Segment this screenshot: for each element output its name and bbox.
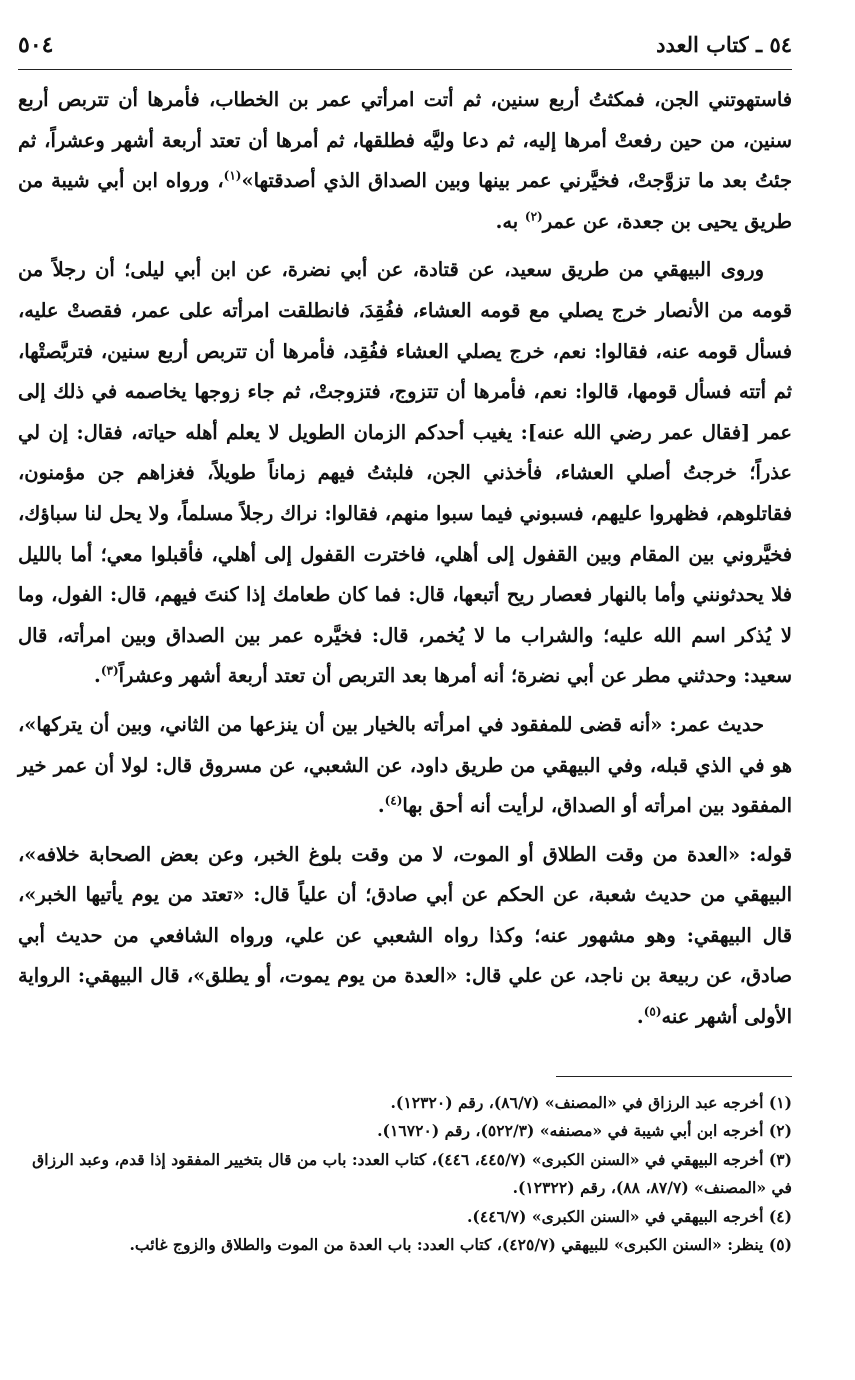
footnote-5: (٥) ينظر: «السنن الكبرى» للبيهقي (٤٢٥/٧)، كتاب العدد: باب العدة من الموت والطلاق والزوج غائب. [129,1235,792,1255]
footnote-ref: (١) [223,168,242,183]
paragraph-text: فاستهوتني الجن، فمكثتُ أربع سنين، ثم أتت امرأتي عمر بن الخطاب، فأمرها أن تتربص أربع سنين، من حين رفعتْ أمرها إليه، ثم دعا وليَّه فطلقها، ثم أمرها أن تعتد أربعة أشهر وعشراً، ثم جئتُ بعد ما تزوَّجتْ، فخيَّرني عمر بينها وبين الصداق الذي أصدقتها» [18,88,792,193]
header-rule [18,69,792,70]
paragraph-text: . [94,664,101,688]
footnote-ref: (٢) [524,209,543,224]
running-title: ٥٤ ـ كتاب العدد [656,32,792,57]
page-number: ٥٠٤ [18,32,54,58]
paragraph-3 [18,705,792,827]
paragraph-text: حديث عمر: «أنه قضى للمفقود في امرأته بالخيار بين أن ينزعها من الثاني، وبين أن يتركها»، هو في الذي قبله، وفي البيهقي من طريق داود، عن الشعبي، عن مسروق قال: لولا أن عمر خير المفقود بين امرأته أو الصداق، لرأيت أنه أحق بها [18,712,792,818]
paragraph-text: . [377,794,385,818]
footnote-2: (٢) أخرجه ابن أبي شيبة في «مصنفه» (٥٢٢/٣)، رقم (١٦٧٢٠). [377,1121,792,1141]
paragraph-text: ، ورواه ابن أبي شيبة من طريق يحيى بن جعدة، عن عمر [18,169,792,233]
paragraph-text: . [636,1005,644,1029]
footnotes [18,1089,792,1260]
footnote-ref: (٥) [643,1004,662,1019]
paragraph-1 [18,80,792,242]
main-text [18,80,792,1038]
paragraph-text: وروى البيهقي من طريق سعيد، عن قتادة، عن أبي نضرة، عن ابن أبي ليلى؛ أن رجلاً من قومه من الأنصار خرج يصلي مع قومه العشاء، ففُقِدَ، فانطلقت امرأته على عمر، فقصتْ عليه، فسأل قومه عنه، فقالوا: نعم، خرج يصلي العشاء ففُقِد، فأمرها أن تتربص أربع سنين، فتربَّصتْها، ثم أتته فسأل قومها، قالوا: نعم، فأمرها أن تتزوج، فتزوجتْ، ثم جاء زوجها يخاصمه في ذلك إلى عمر [فقال عمر رضي الله عنه]: يغيب أحدكم الزمان الطويل لا يعلم أهله حياته، فقال: إن لي عذراً؛ خرجتُ أصلي العشاء، فأخذني الجن، فلبثتُ فيهم زماناً طويلاً، فغزاهم جن مؤمنون، فقاتلوهم، فظهروا عليهم، فسبوني فيما سبوا منهم، فقالوا: نراك رجلاً مسلماً، ولا يحل لنا سباؤك، فخيَّروني بين المقام وبين القفول إلى أهلي، فاخترت القفول إلى أهلي، فأقبلوا معي؛ أما بالليل فلا يحدثونني وأما بالنهار فعصار ريح أتبعها، قال: فما كان طعامك إذا كنتَ فيهم، قال: الفول، وما لا يُذكر اسم الله عليه؛ والشراب ما لا يُخمر، قال: فخيَّره عمر بين الصداق وبين امرأته، قال سعيد: وحدثني مطر عن أبي نضرة؛ أنه أمرها بعد التربص أن تعتد أربعة أشهر وعشراً [18,258,792,688]
paragraph-2 [18,250,792,697]
footnote-separator [556,1076,792,1077]
paragraph-text: به. [495,209,525,233]
footnote-ref: (٤) [384,793,403,808]
paragraph-4 [18,835,792,1038]
footnote-ref: (٣) [100,663,119,678]
paragraph-text: قوله: «العدة من وقت الطلاق أو الموت، لا من وقت بلوغ الخبر، وعن بعض الصحابة خلافه»، البيهقي من حديث شعبة، عن الحكم عن أبي صادق؛ أن علياً قال: «تعتد من يوم يأتيها الخبر»، قال البيهقي: وهو مشهور عنه؛ وكذا رواه الشعبي عن علي، ورواه الشافعي من حديث أبي صادق، عن ربيعة بن ناجد، عن علي قال: «العدة من يوم يموت، أو يطلق»، قال البيهقي: الرواية الأولى أشهر عنه [18,842,792,1029]
footnote-4: (٤) أخرجه البيهقي في «السنن الكبرى» (٤٤٦/٧). [467,1206,792,1226]
footnote-1: (١) أخرجه عبد الرزاق في «المصنف» (٨٦/٧)، رقم (١٢٣٢٠). [390,1092,792,1112]
page-header [18,28,792,70]
footnote-3: (٣) أخرجه البيهقي في «السنن الكبرى» (٤٤٥/٧، ٤٤٦)، كتاب العدد: باب من قال بتخيير المفقود إذا قدم، وعبد الرزاق في «المصنف» (٨٧/٧، ٨٨)، رقم (١٢٣٢٢). [32,1149,792,1198]
book-page [18,28,792,1358]
